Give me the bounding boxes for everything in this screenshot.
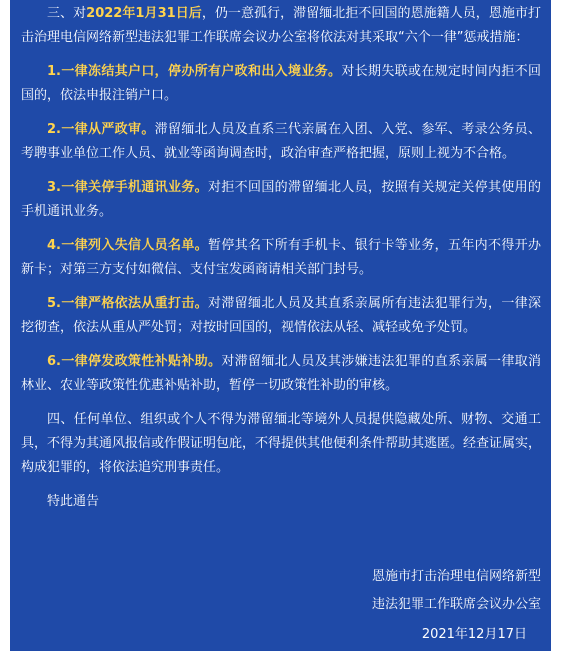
measure-heading: 6.一律停发政策性补贴补助。 <box>47 354 222 369</box>
measure-text: 对滞留缅北人员及其直系亲属所有违法犯罪行为，一律深挖彻查，依法从重从严处罚；对按时回国的，视情依法从轻、减轻或免予处罚。 <box>21 296 541 335</box>
measure-item <box>21 234 541 282</box>
signature-line-2: 违法犯罪工作联席会议办公室 <box>371 597 541 612</box>
measure-text: 对滞留缅北人员及其涉嫌违法犯罪的直系亲属一律取消林业、农业等政策性优惠补贴补助，暂停一切政策性补助的审核。 <box>21 354 541 393</box>
measure-heading: 1.一律冻结其户口，停办所有户政和出入境业务。 <box>47 64 342 79</box>
measure-item <box>21 118 541 166</box>
intro-paragraph <box>21 2 541 50</box>
measure-heading: 2.一律从严政审。 <box>47 122 155 137</box>
measure-text: 暂停其名下所有手机卡、银行卡等业务，五年内不得开办新卡；对第三方支付如微信、支付宝发函商请相关部门封号。 <box>21 238 541 277</box>
section-four-paragraph: 四、任何单位、组织或个人不得为滞留缅北等境外人员提供隐藏处所、财物、交通工具，不得为其通风报信或作假证明包庇，不得提供其他便利条件帮助其逃匿。经查证属实，构成犯罪的，将依法追究刑事责任。 <box>21 412 542 475</box>
signature-date: 2021年12月17日 <box>421 627 527 642</box>
closing-text: 特此通告 <box>47 494 100 509</box>
measure-item <box>21 60 541 108</box>
notice-panel <box>10 0 551 651</box>
measure-heading: 3.一律关停手机通讯业务。 <box>47 180 208 195</box>
signature-line-1: 恩施市打击治理电信网络新型 <box>371 569 541 584</box>
deadline-date: 2022年1月31日后 <box>86 6 202 21</box>
measure-text: 滞留缅北人员及直系三代亲属在入团、入党、参军、考录公务员、考聘事业单位工作人员、就业等函询调查时，政治审查严格把握，原则上视为不合格。 <box>21 122 541 161</box>
measure-item <box>21 292 541 340</box>
measure-text: 对拒不回国的滞留缅北人员，按照有关规定关停其使用的手机通讯业务。 <box>21 180 541 219</box>
measure-text: 对长期失联或在规定时间内拒不回国的，依法申报注销户口。 <box>21 64 541 103</box>
measure-heading: 4.一律列入失信人员名单。 <box>47 238 208 253</box>
intro-text: ，仍一意孤行，滞留缅北拒不回国的恩施籍人员，恩施市打击治理电信网络新型违法犯罪工作联席会议办公室将依法对其采取“六个一律”惩戒措施： <box>21 6 541 45</box>
measure-item <box>21 176 541 224</box>
measure-heading: 5.一律严格依法从重打击。 <box>47 296 208 311</box>
measure-item <box>21 350 541 398</box>
intro-prefix: 三、对 <box>47 6 87 21</box>
